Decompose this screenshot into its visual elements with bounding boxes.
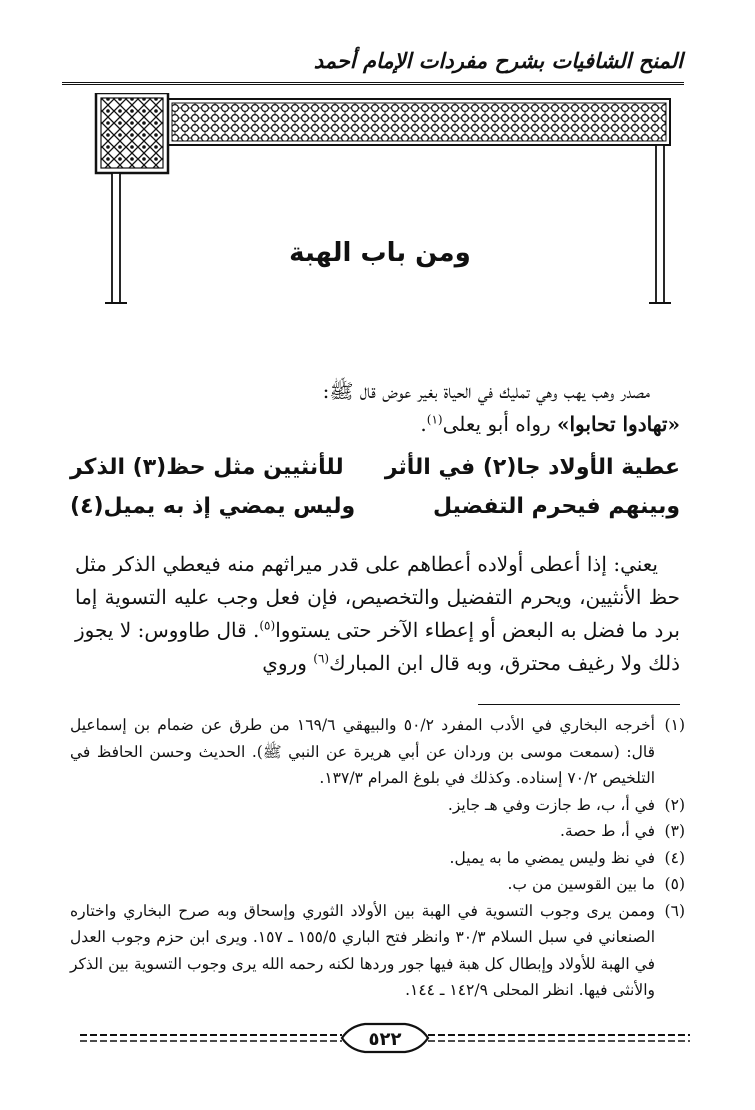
hadith-source: رواه أبو يعلى [442, 412, 557, 436]
page-number-ornament [80, 1018, 690, 1058]
footnotes [70, 712, 685, 1004]
intro-end: . [420, 412, 427, 436]
footnote-number: (١) [664, 716, 685, 734]
footnote-item [70, 898, 685, 1004]
footnote-marker-5[interactable]: (٥) [259, 618, 276, 633]
footnote-marker-1[interactable]: (١) [426, 412, 443, 427]
footnote-marker-6[interactable]: (٦) [313, 651, 330, 666]
footnote-item [70, 871, 685, 898]
footnote-text: في أ، ب، ط جازت وفي هـ جايز. [447, 795, 655, 814]
running-header-title: المنح الشافيات بشرح مفردات الإمام أحمد [313, 48, 683, 73]
footnote-number: (٣) [664, 822, 685, 840]
verse-2-right-hemistich: وبينهم فيحرم التفضيل [433, 494, 680, 519]
footnote-text: في أ، ط حصة. [559, 822, 655, 840]
footnote-number: (٢) [664, 795, 685, 814]
page-number: ٥٢٢ [368, 1029, 402, 1050]
footnote-item [70, 712, 685, 792]
footnote-number: (٤) [664, 848, 685, 867]
header-rule [62, 82, 684, 85]
commentary-paragraph [75, 548, 680, 680]
intro-line-2 [75, 408, 680, 441]
chapter-frame-ornament [90, 93, 690, 313]
footnote-text: وممن يرى وجوب التسوية في الهبة بين الأولاد الثوري وإسحاق وبه صرح البخاري واختاره الصنعاني في سبل السلام ٣٠/٣ وانظر فتح الباري ١٥٥/٥ ـ ١٥٧. ويرى ابن حزم وجوب العدل في الهبة للأولاد وإبطال كل هبة فيها جور وردها لكنه رحمه الله يرى وجوب التسوية بين الذكر والأنثى فيها. انظر المحلى ١٤٢/٩ ـ ١٤٤. [70, 901, 656, 999]
commentary-part-1: يعني: إذا أعطى أولاده أعطاهم على قدر ميراثهم منه فيعطي الذكر مثل حظ الأنثيين، ويحرم التفضيل والتخصيص، فإن فعل وجب عليه التسوية إما برد ما فضل به البعض أو إعطاء الآخر حتى يستووا [75, 552, 680, 642]
chapter-title: ومن باب الهبة [289, 238, 471, 268]
poem-verse-2 [70, 494, 680, 519]
verse-1-left-hemistich: للأنثيين مثل حظ(٣) الذكر [70, 455, 344, 480]
footnote-item [70, 792, 685, 819]
footnote-number: (٥) [664, 875, 685, 893]
footnote-text: في نظ وليس يمضي ما به يميل. [449, 848, 655, 867]
footnote-separator [478, 704, 680, 705]
footnote-number: (٦) [664, 901, 685, 920]
commentary-part-3: وروي [262, 651, 314, 675]
intro-line-1: مصدر وهب يهب وهي تمليك في الحياة بغير عوض قال ﷺ: [322, 379, 650, 403]
verse-2-left-hemistich: وليس يمضي إذ به يميل(٤) [70, 494, 356, 519]
footnote-text: ما بين القوسين من ب. [507, 875, 655, 893]
footnote-item [70, 818, 685, 845]
verse-1-right-hemistich: عطية الأولاد جا(٢) في الأثر [384, 455, 680, 480]
commentary-part-2: . قال طاووس: لا يجوز ذلك ولا رغيف محترق، وبه قال ابن المبارك [75, 618, 680, 675]
footnote-text: أخرجه البخاري في الأدب المفرد ٥٠/٢ والبيهقي ١٦٩/٦ من طرق عن ضمام بن إسماعيل قال: (سمعت موسى بن وردان عن أبي هريرة عن النبي ﷺ). الحديث وحسن الحافظ في التلخيص ٧٠/٢ إسناده. وكذلك في بلوغ المرام ١٣٧/٣. [70, 716, 655, 787]
poem-verse-1 [70, 455, 680, 480]
hadith-text: «تهادوا تحابوا» [557, 412, 680, 436]
footnote-item [70, 845, 685, 872]
intro-paragraph [75, 375, 680, 441]
